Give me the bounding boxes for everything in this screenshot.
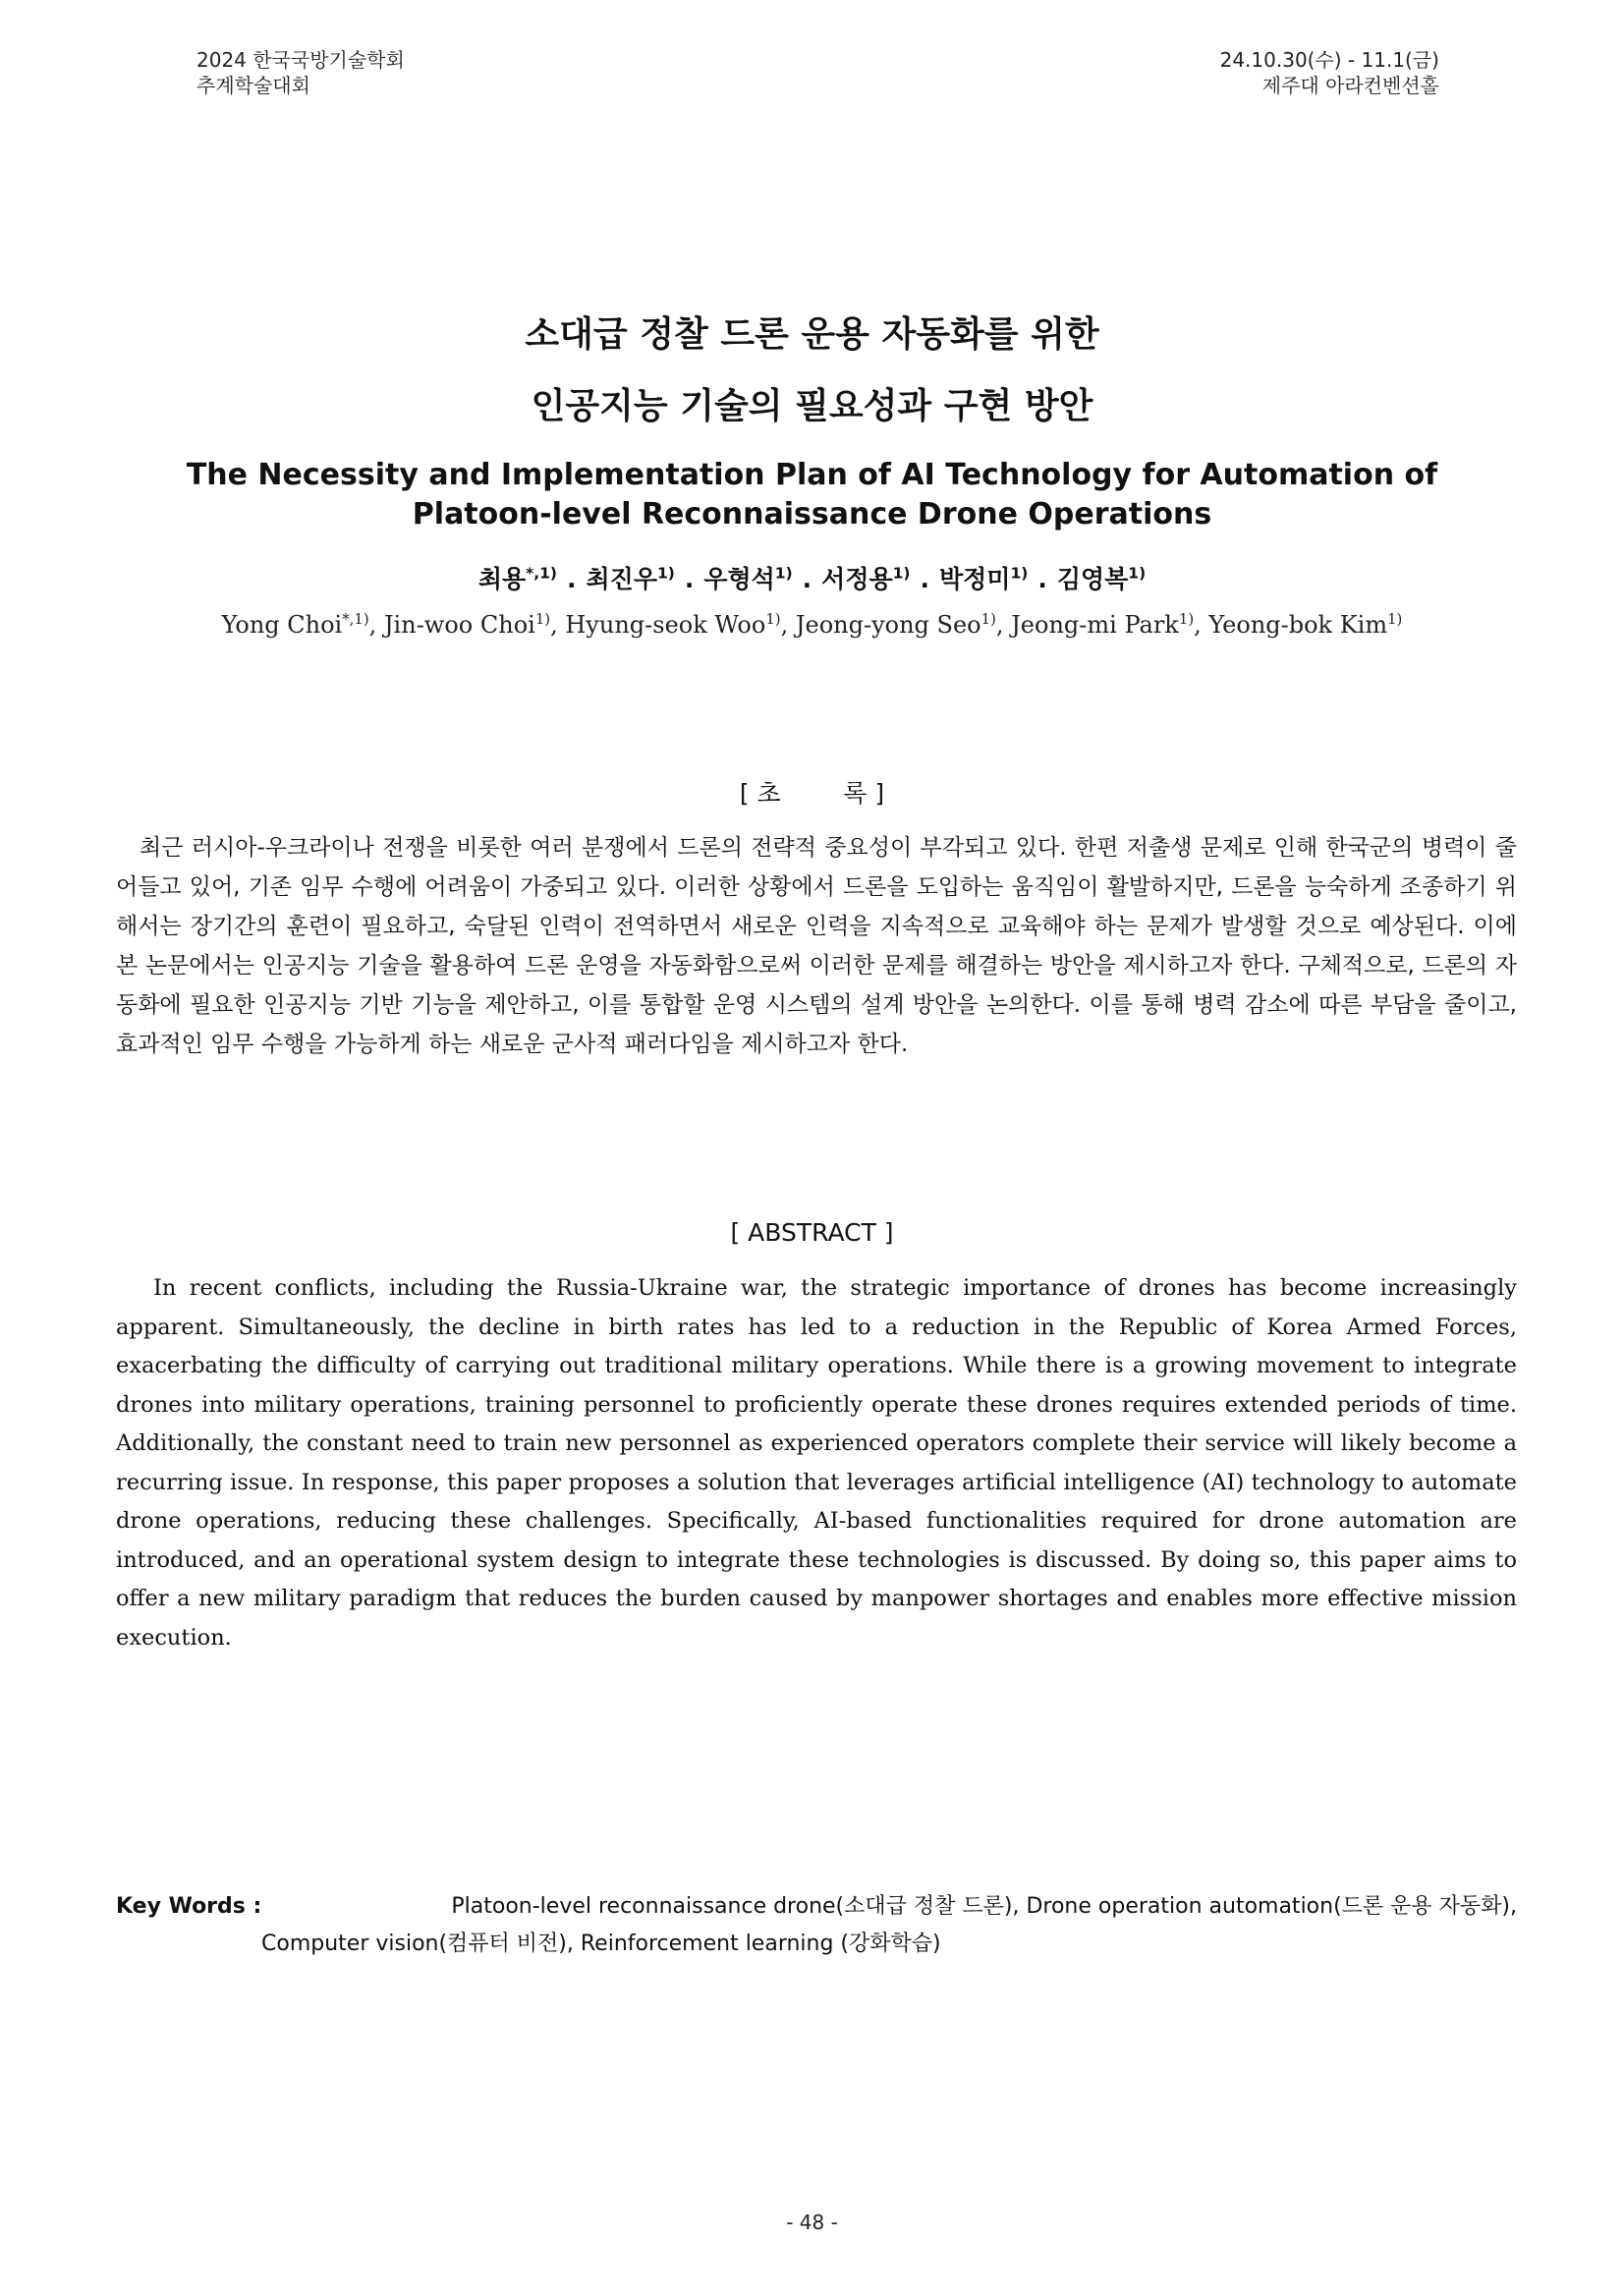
keywords-label: Key Words :	[116, 1894, 262, 1919]
author-separator: .	[802, 565, 812, 593]
paper-title-en-line2: Platoon-level Reconnaissance Drone Operations	[412, 497, 1212, 532]
author-name-en: Jin-woo Choi	[383, 611, 535, 639]
paper-title-ko-line2: 인공지능 기술의 필요성과 구현 방안	[531, 386, 1093, 426]
conference-header-right	[1220, 47, 1439, 98]
page-number: - 48 -	[786, 2211, 838, 2234]
author-comma: ,	[368, 611, 384, 639]
author-name-ko: 최진우	[586, 565, 657, 593]
paper-title-en-line1: The Necessity and Implementation Plan of AI Technology for Automation of	[186, 458, 1438, 492]
author-name-ko: 서정용	[821, 565, 893, 593]
conference-session: 추계학술대회	[196, 74, 310, 97]
author-list-en	[0, 611, 1624, 639]
author-separator: .	[684, 565, 695, 593]
conference-venue: 제주대 아라컨벤션홀	[1261, 74, 1439, 97]
author-name-ko: 우형석	[703, 565, 775, 593]
author-separator: .	[1037, 565, 1047, 593]
author-affiliation-mark: 1)	[1128, 564, 1147, 583]
author-comma: ,	[995, 611, 1012, 639]
keywords-line1-row	[116, 1888, 1517, 1926]
conference-header-left	[196, 47, 405, 98]
author-affiliation-mark: 1)	[534, 610, 551, 628]
author-name-en: Jeong-yong Seo	[795, 611, 981, 639]
abstract-en-body: In recent conflicts, including the Russia-Ukraine war, the strategic importance of drones has become increasingly apparent. Simultaneously, the decline in birth rates has led to a reduction in the Republic of Korea Armed Forces, exacerbating the difficulty of carrying out traditional military operations. While there is a growing movement to integrate drones into military operations, training personnel to proficiently operate these drones requires extended periods of time. Additionally, the constant need to train new personnel as experienced operators complete their service will likely become a recurring issue. In response, this paper proposes a solution that leverages artificial intelligence (AI) technology to automate drone operations, reducing these challenges. Specifically, AI-based functionalities required for drone automation are introduced, and an operational system design to integrate these technologies is discussed. By doing so, this paper aims to offer a new military paradigm that reduces the burden caused by manpower shortages and enables more effective mission execution.	[116, 1275, 1517, 1651]
author-name-en: Jeong-mi Park	[1011, 611, 1179, 639]
conference-name: 2024 한국국방기술학회	[196, 48, 405, 72]
author-name-ko: 최용	[477, 565, 527, 593]
author-comma: ,	[550, 611, 566, 639]
author-name-ko: 김영복	[1056, 565, 1129, 593]
abstract-ko-heading: [ 초 록 ]	[739, 779, 885, 808]
author-separator: .	[920, 565, 929, 593]
author-affiliation-mark: 1)	[1178, 610, 1195, 628]
author-separator: .	[567, 565, 577, 593]
author-affiliation-mark: 1)	[1010, 564, 1029, 583]
keywords-block	[116, 1888, 1517, 1963]
author-affiliation-mark: 1)	[656, 564, 675, 583]
author-name-en: Yeong-bok Kim	[1208, 611, 1388, 639]
author-affiliation-mark: 1)	[774, 564, 793, 583]
abstract-ko-body: 최근 러시아-우크라이나 전쟁을 비롯한 여러 분쟁에서 드론의 전략적 중요성이 부각되고 있다. 한편 저출생 문제로 인해 한국군의 병력이 줄어들고 있어, 기존 임무 수행에 어려움이 가중되고 있다. 이러한 상황에서 드론을 도입하는 움직임이 활발하지만, 드론을 능숙하게 조종하기 위해서는 장기간의 훈련이 필요하고, 숙달된 인력이 전역하면서 새로운 인력을 지속적으로 교육해야 하는 문제가 발생할 것으로 예상된다. 이에 본 논문에서는 인공지능 기술을 활용하여 드론 운영을 자동화함으로써 이러한 문제를 해결하는 방안을 제시하고자 한다. 구체적으로, 드론의 자동화에 필요한 인공지능 기반 기능을 제안하고, 이를 통합할 운영 시스템의 설계 방안을 논의한다. 이를 통해 병력 감소에 따른 부담을 줄이고, 효과적인 임무 수행을 가능하게 하는 새로운 군사적 패러다임을 제시하고자 한다.	[116, 835, 1517, 1057]
keywords-line1: Platoon-level reconnaissance drone(소대급 정찰 드론), Drone operation automation(드론 운용 자동화),	[451, 1894, 1517, 1919]
author-comma: ,	[1194, 611, 1209, 639]
abstract-en-heading: [ ABSTRACT ]	[730, 1218, 894, 1247]
author-affiliation-mark: *,1)	[342, 610, 369, 628]
author-affiliation-mark: *,1)	[526, 564, 558, 583]
paper-title-ko-line1: 소대급 정찰 드론 운용 자동화를 위한	[525, 314, 1099, 355]
author-comma: ,	[780, 611, 796, 639]
keywords-line2: Computer vision(컴퓨터 비전), Reinforcement learning (강화학습)	[261, 1932, 941, 1956]
conference-dates: 24.10.30(수) - 11.1(금)	[1219, 48, 1439, 72]
author-name-ko: 박정미	[939, 565, 1011, 593]
author-list-ko	[0, 560, 1624, 595]
author-affiliation-mark: 1)	[1387, 610, 1403, 628]
author-name-en: Hyung-seok Woo	[565, 611, 766, 639]
author-affiliation-mark: 1)	[980, 610, 996, 628]
author-name-en: Yong Choi	[221, 611, 343, 639]
author-affiliation-mark: 1)	[892, 564, 911, 583]
author-affiliation-mark: 1)	[765, 610, 781, 628]
